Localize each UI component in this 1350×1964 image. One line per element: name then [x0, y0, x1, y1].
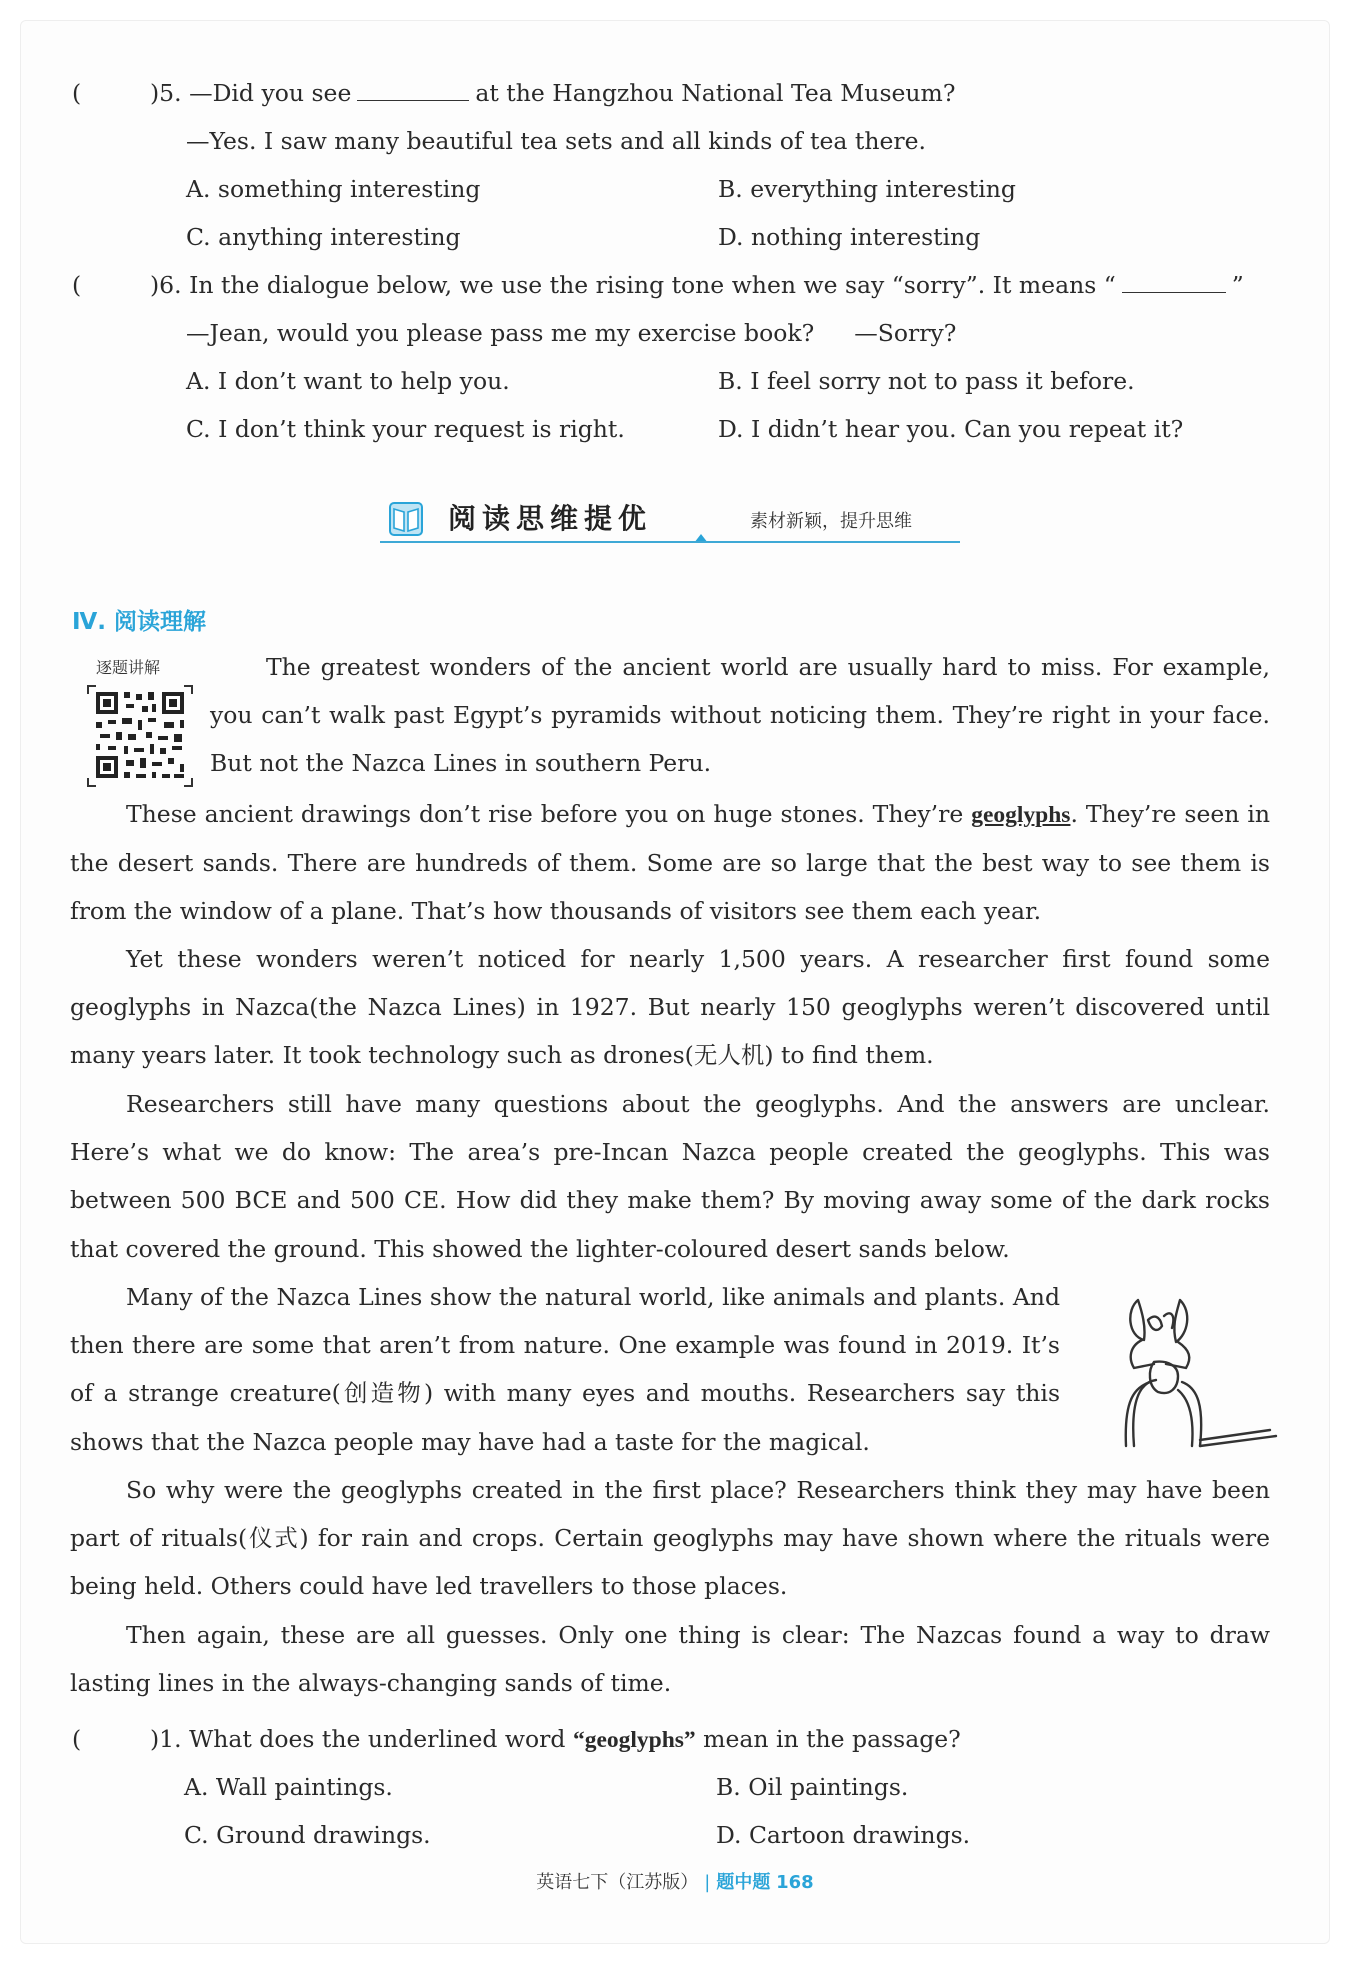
- banner-title: 阅读思维提优: [448, 502, 653, 535]
- passage-paragraph-4: Researchers still have many questions about the geoglyphs. And the answers are unclear. Here’s what we do know: The area’s pre-Incan Nazca people created the geoglyphs. This was between 500 BCE and 500 CE. How did they make them? By moving away some of the dark rocks that covered the ground. This showed the lighter-coloured desert sands below.: [70, 1090, 1270, 1263]
- passage-paragraph-6: So why were the geoglyphs created in the first place? Researchers think they may have been part of rituals(仪式) for rain and crops. Certain geoglyphs may have shown where the rituals were being held. Others could have led travellers to those places.: [70, 1476, 1270, 1601]
- q5-stem: ( )5. —Did you see at the Hangzhou National Tea Museum?: [72, 79, 956, 107]
- passage-paragraph-2: These ancient drawings don’t rise before you on huge stones. They’re geoglyphs. They’re seen in the desert sands. There are hundreds of them. Some are so large that the best way to see them is from the window of a plane. That’s how thousands of visitors see them each year.: [70, 800, 1270, 926]
- r1-option-d[interactable]: D. Cartoon drawings.: [716, 1821, 971, 1849]
- r1-option-a[interactable]: A. Wall paintings.: [184, 1773, 393, 1801]
- r1-option-c[interactable]: C. Ground drawings.: [184, 1821, 431, 1849]
- section-banner: [380, 495, 960, 545]
- q5-option-d[interactable]: D. nothing interesting: [718, 223, 981, 251]
- book-icon: [384, 499, 426, 539]
- q6-dialogue: —Jean, would you please pass me my exercise book? —Sorry?: [186, 319, 957, 347]
- r1-option-b[interactable]: B. Oil paintings.: [716, 1773, 909, 1801]
- page-footer: 英语七下（江苏版） | 题中题 168: [536, 1872, 814, 1893]
- underlined-word: geoglyphs: [971, 802, 1071, 828]
- footer-book: 英语七下（江苏版）: [536, 1872, 699, 1893]
- q6-option-a[interactable]: A. I don’t want to help you.: [186, 367, 510, 395]
- page-number: 168: [776, 1872, 814, 1893]
- q6-stem: ( )6. In the dialogue below, we use the rising tone when we say “sorry”. It means “ ”: [72, 271, 1244, 299]
- q5-option-b[interactable]: B. everything interesting: [718, 175, 1016, 203]
- footer-series: 题中题: [716, 1872, 771, 1893]
- q5-option-a[interactable]: A. something interesting: [186, 175, 481, 203]
- banner-underline: [380, 541, 960, 543]
- q5-reply: —Yes. I saw many beautiful tea sets and all kinds of tea there.: [186, 127, 926, 155]
- answer-blank[interactable]: [1122, 272, 1226, 293]
- section-heading: Ⅳ. 阅读理解: [72, 609, 207, 635]
- passage-paragraph-5: Many of the Nazca Lines show the natural world, like animals and plants. And then there are some that aren’t from nature. One example was found in 2019. It’s of a strange creature(创造物) with many eyes and mouths. Researchers say this shows that the Nazca people may have had a taste for the magical.: [70, 1283, 1060, 1456]
- r1-stem: ( )1. What does the underlined word “geoglyphs” mean in the passage?: [72, 1725, 961, 1753]
- q6-option-d[interactable]: D. I didn’t hear you. Can you repeat it?: [718, 415, 1184, 443]
- banner-subtitle: 素材新颖，提升思维: [750, 511, 912, 532]
- nazca-spider-figure: [1120, 1296, 1280, 1456]
- q6-option-c[interactable]: C. I don’t think your request is right.: [186, 415, 625, 443]
- qr-code-icon[interactable]: [86, 684, 194, 788]
- passage-paragraph-3: Yet these wonders weren’t noticed for nearly 1,500 years. A researcher first found some geoglyphs in Nazca(the Nazca Lines) in 1927. But nearly 150 geoglyphs weren’t discovered until many years later. It took technology such as drones(无人机) to find them.: [70, 945, 1270, 1070]
- passage-paragraph-7: Then again, these are all guesses. Only one thing is clear: The Nazcas found a way to draw lasting lines in the always-changing sands of time.: [70, 1621, 1270, 1698]
- passage-paragraph-1: The greatest wonders of the ancient world are usually hard to miss. For example, you can’t walk past Egypt’s pyramids without noticing them. They’re right in your face. But not the Nazca Lines in southern Peru.: [210, 653, 1270, 778]
- q5-option-c[interactable]: C. anything interesting: [186, 223, 461, 251]
- qr-label: 逐题讲解: [96, 658, 161, 677]
- q6-option-b[interactable]: B. I feel sorry not to pass it before.: [718, 367, 1135, 395]
- answer-blank[interactable]: [357, 80, 469, 101]
